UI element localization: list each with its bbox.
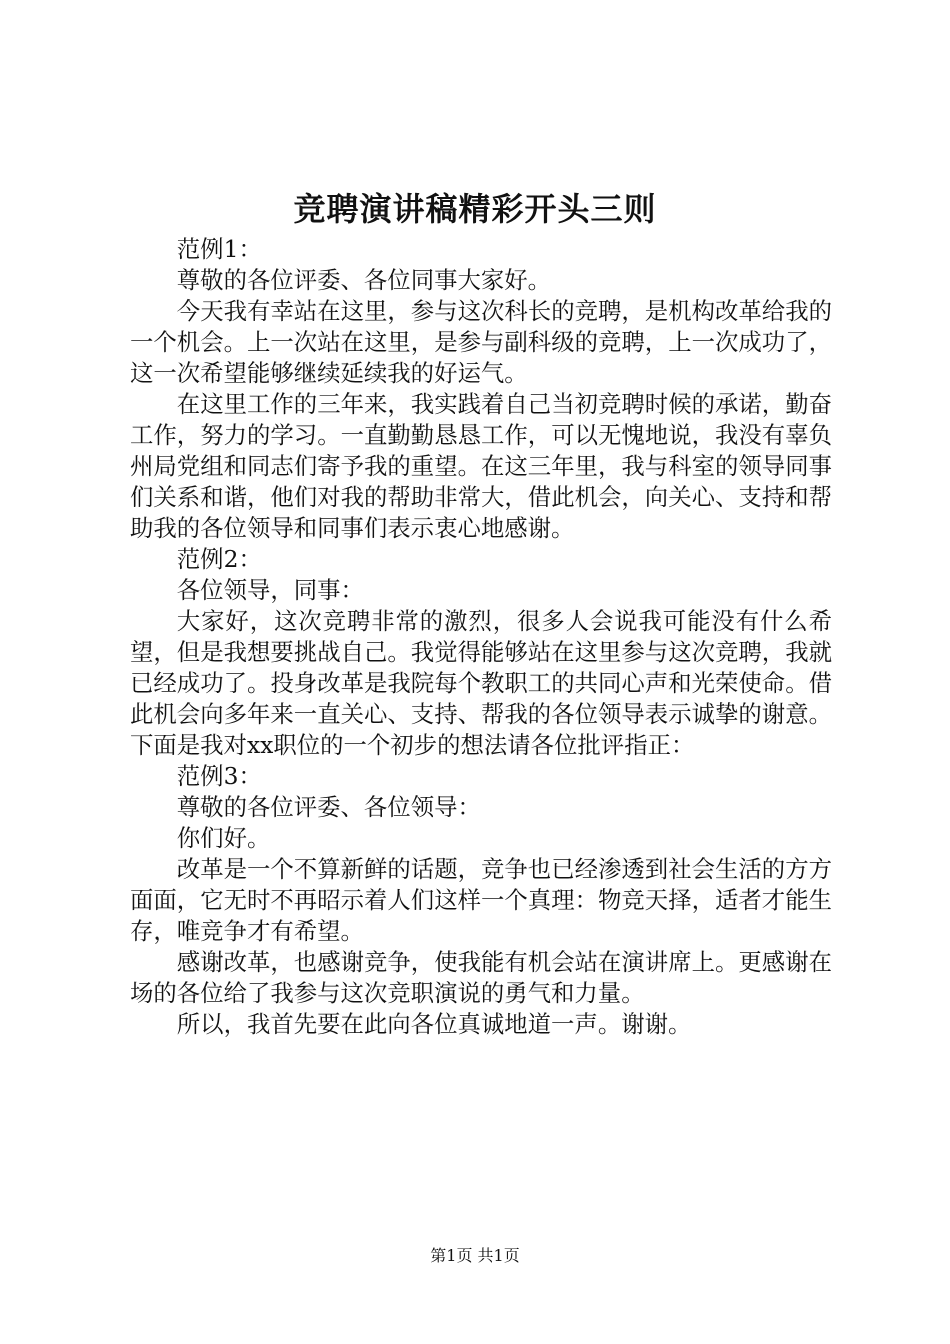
paragraph-greeting-3: 尊敬的各位评委、各位领导： [176,793,481,821]
paragraph-closing: 所以，我首先要在此向各位真诚地道一声。谢谢。 [176,1010,692,1038]
paragraph-greeting-1: 尊敬的各位评委、各位同事大家好。 [176,266,552,294]
document-body [130,234,832,1040]
paragraph-body: 大家好，这次竞聘非常的激烈，很多人会说我可能没有什么希望，但是我想要挑战自己。我觉得能够站在这里参与这次竞聘，我就已经成功了。投身改革是我院每个教职工的共同心声和光荣使命。借此机会向多年来一直关心、支持、帮我的各位领导表示诚挚的谢意。下面是我对xx职位的一个初步的想法请各位批评指正： [130,607,832,759]
paragraph-body: 改革是一个不算新鲜的话题，竞争也已经渗透到社会生活的方方面面，它无时不再昭示着人们这样一个真理：物竞天择，适者才能生存，唯竞争才有希望。 [130,855,832,945]
paragraph-body: 感谢改革，也感谢竞争，使我能有机会站在演讲席上。更感谢在场的各位给了我参与这次竞职演说的勇气和力量。 [130,948,832,1007]
page-title: 竞聘演讲稿精彩开头三则 [293,190,657,228]
paragraph-example-2-heading: 范例2： [176,545,262,573]
paragraph-greeting-2: 各位领导，同事： [176,576,364,604]
paragraph-body: 在这里工作的三年来，我实践着自己当初竞聘时候的承诺，勤奋工作，努力的学习。一直勤勤恳恳工作，可以无愧地说，我没有辜负州局党组和同志们寄予我的重望。在这三年里，我与科室的领导同事们关系和谐，他们对我的帮助非常大，借此机会，向关心、支持和帮助我的各位领导和同事们表示衷心地感谢。 [130,390,832,542]
paragraph-example-3-heading: 范例3： [176,762,262,790]
page-footer: 第1页 共1页 [430,1246,520,1265]
paragraph-example-1-heading: 范例1： [176,235,262,263]
paragraph-greeting-4: 你们好。 [176,824,271,852]
paragraph-body: 今天我有幸站在这里，参与这次科长的竞聘，是机构改革给我的一个机会。上一次站在这里，是参与副科级的竞聘，上一次成功了，这一次希望能够继续延续我的好运气。 [130,297,832,387]
